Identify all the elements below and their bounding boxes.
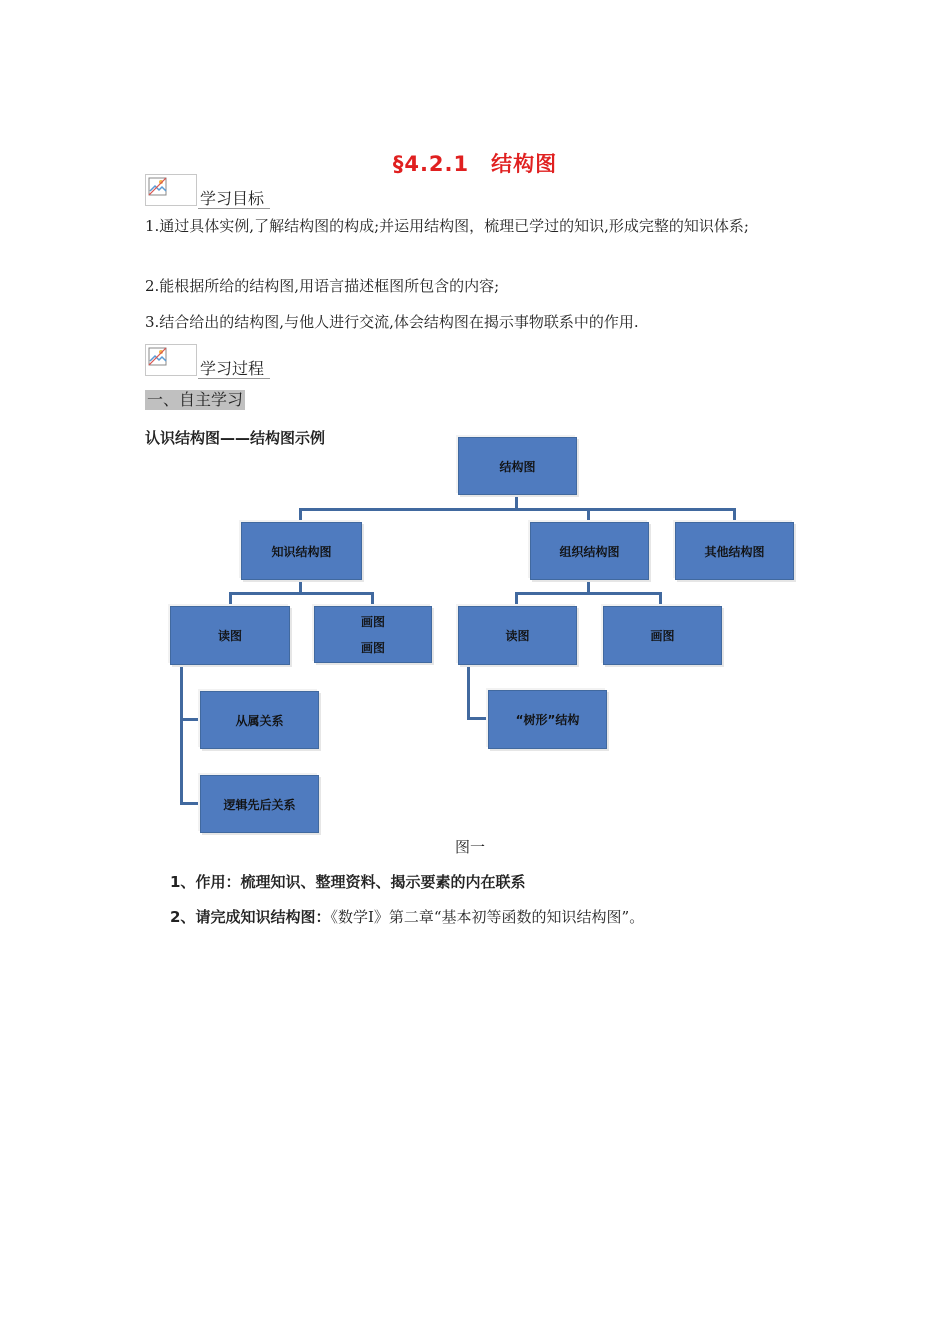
process-label: 学习过程 — [198, 360, 270, 379]
node-label: 画图 — [360, 641, 385, 655]
connector — [467, 717, 488, 720]
connector — [371, 592, 374, 606]
connector — [299, 508, 302, 522]
connector — [229, 592, 232, 606]
item-text: 《数学Ⅰ》第二章“基本初等函数的知识结构图”。 — [330, 908, 645, 926]
connector — [299, 508, 736, 511]
list-item — [170, 905, 644, 929]
item-heading: 作用：梳理知识、整理资料、揭示要素的内在联系 — [195, 873, 526, 891]
connector — [229, 592, 374, 595]
node-label: 画图 — [360, 615, 385, 629]
node-knowledge-draw — [314, 606, 432, 663]
connector — [180, 802, 200, 805]
item-number: 1、 — [170, 873, 196, 891]
node-other-structure: 其他结构图 — [675, 522, 794, 580]
connector — [733, 508, 736, 522]
connector — [299, 579, 302, 593]
goal-1: 1.通过具体实例,了解结构图的构成;并运用结构图，梳理已学过的知识,形成完整的知识体系; — [145, 217, 749, 235]
node-organization-structure: 组织结构图 — [530, 522, 649, 580]
broken-image-icon — [148, 177, 168, 197]
node-root: 结构图 — [458, 437, 577, 495]
example-heading: 认识结构图——结构图示例 — [145, 429, 326, 447]
goal-2: 2.能根据所给的结构图,用语言描述框图所包含的内容; — [145, 277, 500, 295]
node-tree-structure: “树形”结构 — [488, 690, 607, 749]
item-heading: 请完成知识结构图： — [195, 908, 331, 926]
figure-caption: 图一 — [454, 838, 485, 856]
goal-3: 3.结合给出的结构图,与他人进行交流,体会结构图在揭示事物联系中的作用. — [145, 313, 639, 331]
connector — [659, 592, 662, 606]
connector — [515, 592, 662, 595]
connector — [515, 592, 518, 606]
item-number: 2、 — [170, 908, 196, 926]
node-subordinate-relation: 从属关系 — [200, 691, 319, 749]
connector — [587, 508, 590, 522]
connector — [467, 664, 470, 720]
node-knowledge-read: 读图 — [170, 606, 290, 665]
image-placeholder — [145, 344, 197, 376]
node-knowledge-structure: 知识结构图 — [241, 522, 362, 580]
image-placeholder — [145, 174, 197, 206]
connector — [587, 579, 590, 593]
connector — [180, 718, 200, 721]
self-study-heading: 一、自主学习 — [147, 390, 244, 409]
list-item — [170, 870, 525, 894]
node-organization-draw: 画图 — [603, 606, 722, 665]
broken-image-icon — [148, 347, 168, 367]
page-title: §4.2.1 结构图 — [392, 152, 558, 176]
goals-label: 学习目标 — [198, 190, 270, 209]
connector — [180, 664, 183, 805]
node-organization-read: 读图 — [458, 606, 577, 665]
node-logical-sequence-relation: 逻辑先后关系 — [200, 775, 319, 833]
